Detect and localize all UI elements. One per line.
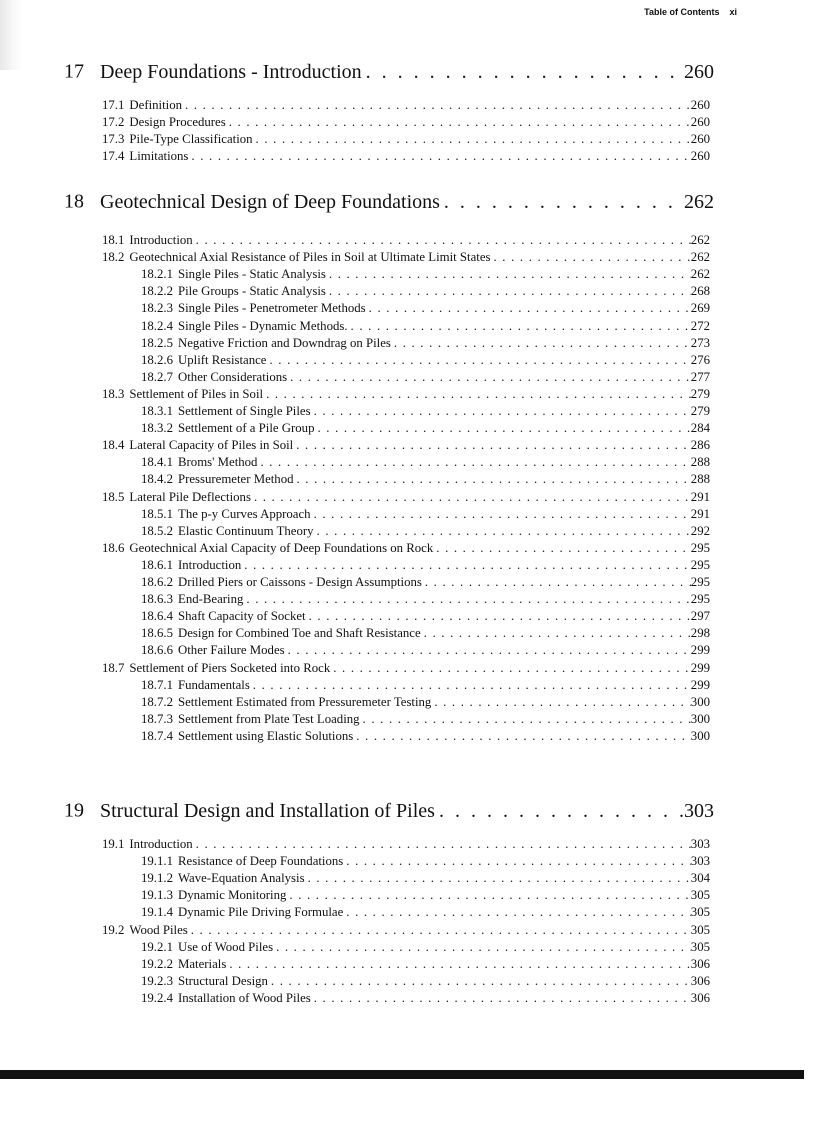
toc-entry[interactable] [141,642,710,659]
toc-entry[interactable] [141,335,710,352]
toc-entry-number: 19.2.3 [141,973,173,988]
toc-entry-page: 304 [690,871,710,886]
toc-entry-title: Design Procedures [129,115,226,130]
toc-entry-number: 18.2.2 [141,284,173,299]
toc-entry-page: 295 [690,575,710,589]
dot-leader [257,455,690,470]
dot-leader [273,940,691,955]
toc-entry-page: 262 [690,267,710,282]
toc-entry-title: Definition [129,98,183,112]
toc-entry[interactable] [102,249,710,266]
toc-entry-number: 18.2.3 [141,301,173,316]
toc-entry-page: 269 [690,301,710,316]
dot-leader [440,191,684,214]
toc-entry-page: 300 [690,728,710,743]
toc-entry-page: 260 [690,149,710,164]
toc-entry[interactable] [102,540,710,557]
toc-entry[interactable] [141,956,710,973]
toc-entry[interactable] [102,660,710,677]
toc-entry-number: 19.1.3 [141,888,173,903]
chapter-heading[interactable] [64,55,714,89]
toc-entry-number: 18.2 [102,250,125,265]
toc-entry-number: 19.2.2 [141,956,173,971]
chapter-title: Deep Foundations - Introduction [100,60,362,83]
toc-entry-title: Pressuremeter Method [178,472,294,487]
dot-leader [326,284,691,299]
toc-entry-page: 288 [690,472,710,487]
toc-entry-title: Settlement of Single Piles [178,404,311,418]
toc-entry-number: 18.1 [102,233,125,247]
toc-entry-page: 262 [690,233,710,247]
toc-entry[interactable] [141,523,710,540]
toc-entry-page: 299 [690,677,710,692]
toc-entry-number: 19.2.4 [141,990,173,1005]
toc-entry-number: 18.4.1 [141,455,173,470]
toc-entry[interactable] [102,148,710,165]
toc-entry-page: 303 [690,837,710,851]
toc-entry-number: 19.2 [102,922,125,937]
toc-entry-page: 295 [690,540,710,555]
toc-entry-title: Materials [178,956,227,971]
toc-entry-title: Geotechnical Axial Capacity of Deep Foundations on Rock [129,540,434,555]
toc-entry-page: 284 [690,421,710,436]
dot-leader [314,421,690,436]
toc-entry-title: Single Piles - Penetrometer Methods [178,301,366,316]
toc-entry[interactable] [141,677,710,694]
dot-leader [268,974,691,989]
dot-leader [188,923,691,938]
toc-entry-number: 19.1.4 [141,905,173,920]
toc-entry-title: Limitations [129,149,189,164]
toc-entry-title: Introduction [129,837,193,851]
dot-leader [422,575,691,590]
dot-leader [251,490,691,505]
toc-entry-number: 18.3 [102,386,125,401]
toc-entry[interactable] [141,318,710,335]
dot-leader [360,712,691,727]
toc-entry-title: Use of Wood Piles [178,939,274,954]
toc-entry-number: 18.2.5 [141,335,173,350]
toc-entry-number: 18.6.6 [141,643,173,658]
toc-entry-page: 305 [690,922,710,937]
toc-entry-title: Broms' Method [178,455,258,470]
toc-entry[interactable] [102,114,710,131]
toc-entry[interactable] [141,939,710,956]
toc-entry-page: 305 [690,905,710,920]
toc-entry[interactable] [141,904,710,921]
toc-entry-number: 18.3.1 [141,404,173,418]
toc-entry-page: 291 [690,489,710,504]
toc-entry-title: Design for Combined Toe and Shaft Resistance [178,626,421,641]
toc-entry-page: 279 [690,404,710,418]
dot-leader [287,370,691,385]
toc-entry-page: 260 [690,132,710,147]
toc-entry[interactable] [141,990,710,1007]
toc-entry-page: 291 [690,506,710,521]
toc-entry-page: 305 [690,888,710,903]
dot-leader [330,661,691,676]
toc-entry-title: Installation of Wood Piles [178,990,311,1005]
toc-entry-number: 18.5.2 [141,523,173,538]
toc-entry-title: Negative Friction and Downdrag on Piles [178,335,391,350]
dot-leader [188,149,690,164]
toc-entry[interactable] [102,386,710,403]
dot-leader [343,854,691,869]
toc-entry-title: Settlement of Piles in Soil [129,386,264,401]
toc-entry-number: 19.1.2 [141,871,173,886]
toc-entry-number: 18.6.1 [141,557,173,572]
dot-leader [243,592,690,607]
toc-entry-number: 18.6.2 [141,575,173,589]
toc-entry-number: 19.2.1 [141,939,173,954]
toc-entry[interactable] [141,300,710,317]
toc-entry-title: The p-y Curves Approach [178,506,311,521]
dot-leader [433,541,691,556]
toc-entry-number: 19.1.1 [141,854,173,869]
toc-entry[interactable] [141,711,710,728]
toc-entry-number: 17.2 [102,115,125,130]
toc-entry[interactable] [141,887,710,904]
toc-entry-title: Settlement using Elastic Solutions [178,728,354,743]
dot-leader [491,250,691,265]
toc-entry-title: Lateral Pile Deflections [129,489,251,504]
toc-entry[interactable] [102,97,710,114]
page-bottom-rule [0,1070,804,1079]
toc-entry-number: 18.5 [102,489,125,504]
dot-leader [391,336,691,351]
dot-leader [182,98,691,113]
toc-entry-title: Single Piles - Static Analysis [178,267,326,282]
toc-entry-number: 17.1 [102,98,125,112]
toc-entry-page: 286 [690,438,710,453]
toc-entry[interactable] [141,853,710,870]
dot-leader [366,301,691,316]
toc-entry-number: 18.7 [102,660,125,675]
toc-entry-title: Dynamic Monitoring [178,888,287,903]
toc-entry-number: 18.2.6 [141,352,173,367]
toc-entry[interactable] [141,454,710,471]
running-header-label: Table of Contents [644,7,720,17]
dot-leader [253,132,691,147]
toc-entry-title: Settlement Estimated from Pressuremeter Testing [178,694,432,709]
dot-leader [193,233,691,248]
chapter-page: 262 [684,190,714,213]
dot-leader [348,319,691,334]
toc-entry-number: 18.7.1 [141,677,173,692]
toc-entry-number: 18.4.2 [141,472,173,487]
toc-entry-title: End-Bearing [178,592,244,607]
toc-entry-page: 279 [690,386,710,401]
toc-entry-page: 300 [690,694,710,709]
chapter-heading[interactable] [64,185,714,219]
toc-entry-number: 18.7.2 [141,694,173,709]
toc-entry-title: Wave-Equation Analysis [178,871,305,886]
dot-leader [263,387,691,402]
toc-entry[interactable] [141,608,710,625]
toc-entry-title: Settlement of a Pile Group [178,421,315,436]
chapter-page: 303 [684,799,714,822]
toc-entry[interactable] [102,922,710,939]
toc-entry-title: Uplift Resistance [178,352,267,367]
toc-entry-number: 18.5.1 [141,506,173,521]
toc-entry[interactable] [102,131,710,148]
toc-entry-page: 273 [690,335,710,350]
toc-entry[interactable] [141,557,710,574]
toc-entry[interactable] [141,352,710,369]
toc-entry-page: 300 [690,711,710,726]
chapter-title: Geotechnical Design of Deep Foundations [100,190,440,213]
toc-entry-page: 288 [690,455,710,470]
toc-entry-page: 299 [690,660,710,675]
toc-entry-number: 18.2.1 [141,267,173,282]
toc-entry-title: Pile-Type Classification [129,132,253,147]
toc-entry[interactable] [141,369,710,386]
toc-entry-title: Resistance of Deep Foundations [178,854,344,869]
toc-entry-page: 268 [690,284,710,299]
toc-entry-page: 306 [690,973,710,988]
dot-leader [241,558,691,573]
toc-entry-page: 306 [690,990,710,1005]
toc-entry-title: Introduction [178,557,242,572]
toc-entry-page: 298 [690,626,710,641]
toc-entry[interactable] [141,266,710,283]
toc-entry[interactable] [141,283,710,300]
dot-leader [305,871,691,886]
running-header [0,7,737,17]
toc-entry-title: Shaft Capacity of Socket [178,609,306,624]
dot-leader [294,472,691,487]
toc-entry-title: Wood Piles [129,922,188,937]
toc-entry[interactable] [141,574,710,591]
toc-entry[interactable] [102,437,710,454]
dot-leader [226,957,690,972]
dot-leader [193,837,691,852]
toc-entry[interactable] [141,625,710,642]
toc-entry[interactable] [102,836,710,853]
chapter-number: 19 [64,799,84,822]
toc-entry-title: Elastic Continuum Theory [178,523,314,538]
dot-leader [311,507,691,522]
toc-entry-number: 17.4 [102,149,125,164]
toc-entry[interactable] [141,420,710,437]
toc-entry-number: 18.4 [102,438,125,453]
toc-entry[interactable] [102,232,710,249]
toc-entry-number: 18.6.3 [141,592,173,607]
toc-entry[interactable] [141,870,710,887]
toc-entry-page: 305 [690,939,710,954]
toc-entry-number: 18.2.7 [141,369,173,384]
toc-entry[interactable] [141,591,710,608]
dot-leader [353,729,691,744]
toc-entry-number: 18.3.2 [141,421,173,436]
toc-entry[interactable] [141,506,710,523]
toc-entry-title: Dynamic Pile Driving Formulae [178,905,344,920]
toc-entry-page: 276 [690,352,710,367]
toc-entry[interactable] [141,973,710,990]
toc-entry-page: 297 [690,609,710,624]
chapter-number: 18 [64,190,84,213]
toc-entry-page: 272 [690,318,710,333]
toc-entry-number: 18.6.4 [141,609,173,624]
toc-entry-number: 18.7.3 [141,711,173,726]
toc-entry-number: 17.3 [102,132,125,147]
toc-entry-page: 303 [690,854,710,869]
dot-leader [431,695,690,710]
toc-entry-page: 260 [690,98,710,112]
dot-leader [343,905,691,920]
toc-entry-title: Fundamentals [178,677,250,692]
toc-entry-page: 299 [690,643,710,658]
dot-leader [435,800,684,823]
toc-entry-page: 306 [690,956,710,971]
toc-entry-title: Single Piles - Dynamic Methods. [178,318,348,333]
toc-entry-title: Other Considerations [178,369,288,384]
dot-leader [362,61,684,84]
toc-entry-page: 262 [690,250,710,265]
dot-leader [293,438,691,453]
toc-entry-title: Structural Design [178,973,268,988]
chapter-heading[interactable] [64,794,714,828]
toc-entry-title: Pile Groups - Static Analysis [178,284,326,299]
toc-entry[interactable] [141,694,710,711]
toc-entry-number: 18.7.4 [141,728,173,743]
toc-entry[interactable] [141,728,710,745]
chapter-page: 260 [684,60,714,83]
dot-leader [226,115,691,130]
toc-entry-title: Introduction [129,233,193,247]
dot-leader [306,609,691,624]
dot-leader [285,643,691,658]
toc-entry-page: 292 [690,523,710,538]
toc-entry-number: 18.2.4 [141,318,173,333]
dot-leader [286,888,690,903]
toc-entry[interactable] [102,489,710,506]
dot-leader [250,678,691,693]
dot-leader [326,267,691,282]
dot-leader [311,991,691,1006]
toc-entry-number: 18.6 [102,540,125,555]
toc-entry-page: 295 [690,592,710,607]
dot-leader [314,524,691,539]
toc-entry[interactable] [141,471,710,488]
toc-entry-title: Drilled Piers or Caissons - Design Assumptions [178,575,422,589]
toc-entry-title: Other Failure Modes [178,643,285,658]
toc-entry-title: Geotechnical Axial Resistance of Piles in Soil at Ultimate Limit States [129,250,491,265]
dot-leader [421,626,691,641]
toc-entry[interactable] [141,403,710,420]
dot-leader [267,353,691,368]
toc-entry-page: 277 [690,369,710,384]
toc-entry-page: 260 [690,115,710,130]
toc-entry-title: Lateral Capacity of Piles in Soil [129,438,294,453]
toc-entry-title: Settlement of Piers Socketed into Rock [129,660,331,675]
toc-entry-title: Settlement from Plate Test Loading [178,711,360,726]
chapter-number: 17 [64,60,84,83]
toc-entry-number: 18.6.5 [141,626,173,641]
chapter-title: Structural Design and Installation of Piles [100,799,435,822]
toc-entry-number: 19.1 [102,837,125,851]
dot-leader [311,404,691,419]
toc-entry-page: 295 [690,557,710,572]
running-header-page: xi [729,7,737,17]
